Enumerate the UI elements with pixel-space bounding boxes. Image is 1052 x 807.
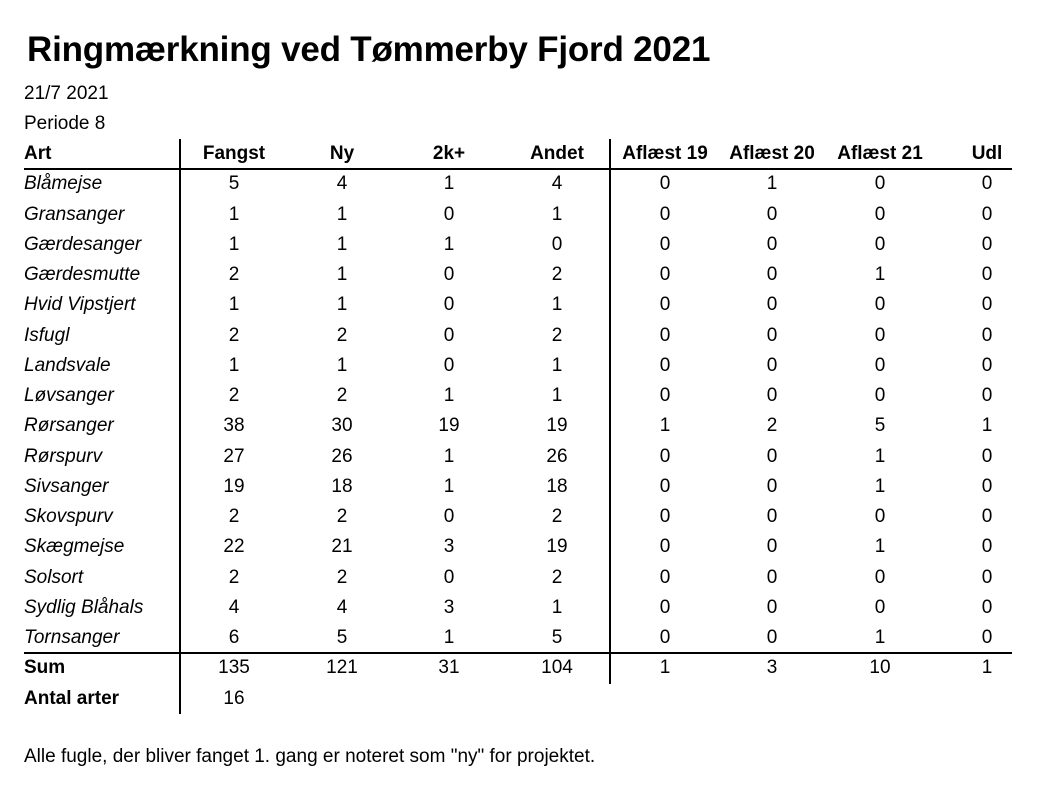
species-name: Gærdesmutte xyxy=(24,264,141,285)
table-cell: 0 xyxy=(443,203,455,225)
column-header: Fangst xyxy=(202,143,266,164)
table-cell: 1 xyxy=(551,294,563,316)
table-cell: 0 xyxy=(659,596,671,618)
column-header: Aflæst 20 xyxy=(729,143,815,164)
sum-divider xyxy=(24,652,1012,654)
table-cell: 0 xyxy=(443,264,455,285)
sum-cell: 1 xyxy=(981,657,993,679)
table-cell: 2 xyxy=(551,566,563,588)
table-cell: 0 xyxy=(766,536,778,558)
table-cell: 0 xyxy=(981,566,993,588)
page-title: Ringmærkning ved Tømmerby Fjord 2021 xyxy=(27,30,711,69)
sum-cell: 1 xyxy=(659,657,671,679)
table-cell: 1 xyxy=(766,173,778,195)
species-count-label: Antal arter xyxy=(24,687,120,709)
table-cell: 22 xyxy=(223,536,245,558)
table-cell: 1 xyxy=(874,627,886,648)
table-cell: 0 xyxy=(766,203,778,225)
column-header: Aflæst 21 xyxy=(837,143,923,164)
table-cell: 0 xyxy=(659,506,671,527)
table-cell: 1 xyxy=(874,536,886,558)
table-cell: 0 xyxy=(874,294,886,316)
table-cell: 1 xyxy=(336,264,348,285)
table-cell: 1 xyxy=(336,354,348,376)
table-cell: 1 xyxy=(551,203,563,225)
species-name: Tornsanger xyxy=(24,627,120,648)
counts-divider xyxy=(609,139,611,684)
table-cell: 0 xyxy=(659,324,671,346)
table-cell: 0 xyxy=(981,324,993,346)
table-cell: 4 xyxy=(228,596,240,618)
table-cell: 0 xyxy=(981,264,993,285)
species-name: Landsvale xyxy=(24,354,111,376)
table-cell: 0 xyxy=(874,233,886,255)
table-cell: 0 xyxy=(443,324,455,346)
table-cell: 5 xyxy=(874,415,886,437)
table-cell: 30 xyxy=(331,415,353,437)
table-cell: 2 xyxy=(336,324,348,346)
table-cell: 2 xyxy=(228,506,240,527)
table-cell: 0 xyxy=(659,536,671,558)
table-cell: 38 xyxy=(223,415,245,437)
table-cell: 0 xyxy=(981,596,993,618)
table-cell: 0 xyxy=(766,596,778,618)
table-cell: 0 xyxy=(981,475,993,497)
species-name: Hvid Vipstjert xyxy=(24,294,136,316)
report-date: 21/7 2021 xyxy=(24,83,109,104)
table-cell: 1 xyxy=(443,627,455,648)
table-cell: 0 xyxy=(659,627,671,648)
table-cell: 1 xyxy=(336,294,348,316)
sum-label: Sum xyxy=(24,657,66,679)
table-cell: 0 xyxy=(659,264,671,285)
table-cell: 2 xyxy=(551,324,563,346)
table-cell: 1 xyxy=(551,385,563,406)
species-name: Blåmejse xyxy=(24,173,103,195)
table-cell: 2 xyxy=(228,566,240,588)
table-cell: 0 xyxy=(766,294,778,316)
table-cell: 1 xyxy=(443,445,455,467)
table-cell: 18 xyxy=(331,475,353,497)
table-cell: 0 xyxy=(981,385,993,406)
table-cell: 0 xyxy=(874,566,886,588)
art-column-divider xyxy=(179,139,181,714)
species-name: Skægmejse xyxy=(24,536,125,558)
table-cell: 5 xyxy=(336,627,348,648)
table-cell: 0 xyxy=(659,233,671,255)
table-cell: 2 xyxy=(228,385,240,406)
table-cell: 0 xyxy=(659,445,671,467)
sum-cell: 135 xyxy=(218,657,250,679)
table-cell: 0 xyxy=(981,233,993,255)
table-cell: 0 xyxy=(766,324,778,346)
table-cell: 0 xyxy=(874,203,886,225)
table-cell: 2 xyxy=(766,415,778,437)
table-cell: 0 xyxy=(981,445,993,467)
species-name: Solsort xyxy=(24,566,84,588)
table-cell: 0 xyxy=(874,354,886,376)
table-cell: 2 xyxy=(551,506,563,527)
table-cell: 0 xyxy=(874,596,886,618)
table-cell: 0 xyxy=(659,566,671,588)
table-cell: 3 xyxy=(443,536,455,558)
table-cell: 5 xyxy=(228,173,240,195)
table-cell: 1 xyxy=(336,203,348,225)
table-cell: 0 xyxy=(766,354,778,376)
table-cell: 2 xyxy=(336,385,348,406)
table-cell: 2 xyxy=(551,264,563,285)
table-cell: 1 xyxy=(659,415,671,437)
table-cell: 0 xyxy=(659,294,671,316)
table-cell: 0 xyxy=(659,203,671,225)
column-header: Andet xyxy=(530,143,584,164)
table-cell: 0 xyxy=(766,506,778,527)
table-cell: 1 xyxy=(874,445,886,467)
report-period: Periode 8 xyxy=(24,113,106,134)
table-cell: 21 xyxy=(331,536,353,558)
table-cell: 3 xyxy=(443,596,455,618)
column-header: 2k+ xyxy=(432,143,466,164)
table-cell: 2 xyxy=(228,264,240,285)
table-cell: 1 xyxy=(228,233,240,255)
table-cell: 4 xyxy=(336,596,348,618)
table-cell: 6 xyxy=(228,627,240,648)
table-cell: 0 xyxy=(981,536,993,558)
table-cell: 0 xyxy=(659,354,671,376)
table-cell: 1 xyxy=(874,264,886,285)
sum-cell: 3 xyxy=(766,657,778,679)
table-cell: 0 xyxy=(981,203,993,225)
species-name: Sivsanger xyxy=(24,475,109,497)
table-cell: 1 xyxy=(551,354,563,376)
species-name: Rørspurv xyxy=(24,445,103,467)
footnote: Alle fugle, der bliver fanget 1. gang er noteret som "ny" for projektet. xyxy=(24,746,596,767)
table-cell: 2 xyxy=(336,566,348,588)
column-header: Aflæst 19 xyxy=(622,143,708,164)
column-header: Udl xyxy=(971,143,1003,164)
table-cell: 0 xyxy=(766,385,778,406)
table-cell: 0 xyxy=(874,506,886,527)
table-cell: 0 xyxy=(443,566,455,588)
table-cell: 27 xyxy=(223,445,245,467)
table-cell: 0 xyxy=(766,264,778,285)
table-cell: 2 xyxy=(336,506,348,527)
table-cell: 26 xyxy=(331,445,353,467)
table-cell: 0 xyxy=(659,385,671,406)
species-name: Sydlig Blåhals xyxy=(24,596,144,618)
table-cell: 0 xyxy=(443,506,455,527)
table-cell: 0 xyxy=(659,475,671,497)
species-name: Skovspurv xyxy=(24,506,113,527)
table-cell: 0 xyxy=(443,354,455,376)
table-cell: 19 xyxy=(546,536,568,558)
table-cell: 1 xyxy=(336,233,348,255)
sum-cell: 104 xyxy=(541,657,573,679)
sum-cell: 31 xyxy=(438,657,460,679)
species-name: Gransanger xyxy=(24,203,125,225)
table-cell: 0 xyxy=(981,627,993,648)
table-cell: 0 xyxy=(981,294,993,316)
sum-cell: 10 xyxy=(869,657,891,679)
table-cell: 1 xyxy=(443,475,455,497)
table-cell: 1 xyxy=(981,415,993,437)
table-cell: 0 xyxy=(766,566,778,588)
table-cell: 1 xyxy=(228,294,240,316)
table-cell: 0 xyxy=(766,445,778,467)
table-cell: 4 xyxy=(551,173,563,195)
table-cell: 1 xyxy=(228,354,240,376)
sum-cell: 121 xyxy=(326,657,358,679)
table-cell: 1 xyxy=(228,203,240,225)
table-cell: 4 xyxy=(336,173,348,195)
table-cell: 1 xyxy=(874,475,886,497)
table-cell: 19 xyxy=(223,475,245,497)
table-cell: 0 xyxy=(981,506,993,527)
table-cell: 0 xyxy=(766,627,778,648)
table-cell: 19 xyxy=(546,415,568,437)
table-cell: 0 xyxy=(766,233,778,255)
table-cell: 1 xyxy=(443,173,455,195)
table-cell: 0 xyxy=(874,324,886,346)
table-cell: 1 xyxy=(551,596,563,618)
table-cell: 0 xyxy=(551,233,563,255)
table-cell: 0 xyxy=(981,173,993,195)
table-cell: 5 xyxy=(551,627,563,648)
table-cell: 0 xyxy=(443,294,455,316)
species-name: Løvsanger xyxy=(24,385,114,406)
table-cell: 0 xyxy=(766,475,778,497)
species-name: Isfugl xyxy=(24,324,70,346)
species-name: Gærdesanger xyxy=(24,233,142,255)
table-cell: 1 xyxy=(443,233,455,255)
species-count-value: 16 xyxy=(223,687,245,709)
table-cell: 0 xyxy=(874,173,886,195)
table-cell: 18 xyxy=(546,475,568,497)
table-cell: 1 xyxy=(443,385,455,406)
table-cell: 2 xyxy=(228,324,240,346)
header-divider xyxy=(24,168,1012,170)
species-name: Rørsanger xyxy=(24,415,114,437)
table-cell: 0 xyxy=(981,354,993,376)
table-cell: 26 xyxy=(546,445,568,467)
table-cell: 0 xyxy=(659,173,671,195)
table-cell: 19 xyxy=(438,415,460,437)
column-header: Art xyxy=(24,143,52,164)
table-cell: 0 xyxy=(874,385,886,406)
column-header: Ny xyxy=(329,143,355,164)
